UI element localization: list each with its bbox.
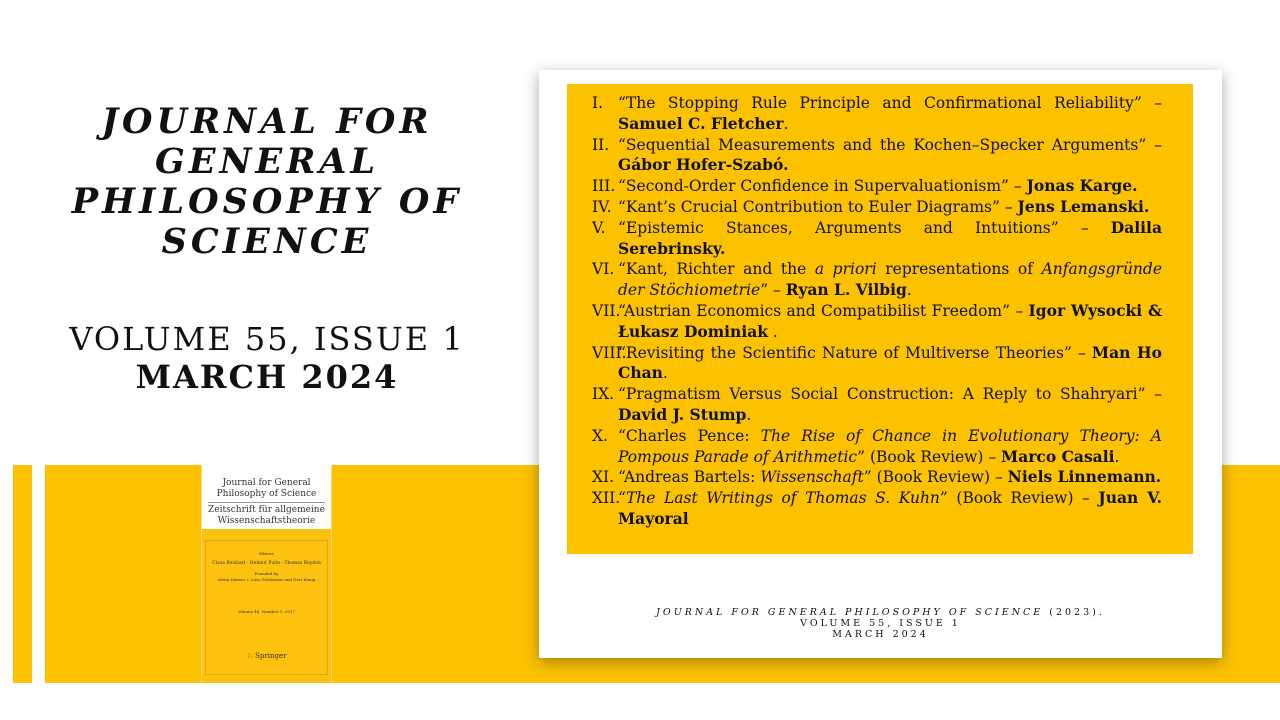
toc-item-number: V.: [592, 218, 606, 237]
footer-journal-line: [539, 607, 1222, 618]
toc-text-segment: ” (Book Review) –: [939, 489, 1099, 508]
cover-publisher-name: Springer: [255, 652, 287, 660]
toc-item-number: XII.: [592, 489, 621, 508]
toc-item-text: [618, 301, 1162, 343]
toc-text-segment: “Second-Order Confidence in Supervaluationism” –: [618, 177, 1027, 196]
toc-item-text: [618, 93, 1162, 135]
toc-item-number: II.: [592, 135, 610, 154]
cover-divider: [208, 502, 325, 503]
toc-text-segment: .: [783, 114, 789, 133]
toc-item-text: [618, 259, 1162, 301]
toc-item: [592, 384, 1162, 426]
contents-card: [539, 70, 1222, 658]
volume-issue: VOLUME 55, ISSUE 1: [69, 320, 465, 358]
toc-italic-title: a priori: [814, 260, 877, 279]
cover-name-en: Journal for General Philosophy of Science: [216, 478, 317, 499]
toc-item: [592, 301, 1162, 343]
toc-author: Igor Wysocki & Łukasz Dominiak: [618, 300, 1162, 341]
toc-item-number: VIII.: [592, 343, 627, 362]
cover-name-de: Zeitschrift für allgemeine Wissenschaftstheorie: [208, 505, 325, 526]
toc-item-number: X.: [592, 426, 608, 445]
table-of-contents: [567, 84, 1193, 554]
toc-text-segment: “Charles Pence:: [618, 426, 761, 445]
toc-text-segment: .: [1114, 447, 1120, 466]
toc-author: Juan V. Mayoral: [618, 488, 1163, 528]
toc-text-segment: .: [746, 405, 752, 424]
toc-item: [592, 176, 1162, 197]
toc-italic-title: Wissenschaft: [760, 468, 864, 487]
toc-text-segment: ” (Book Review) –: [857, 447, 1002, 466]
cover-editors: Claus Beisbart · Helmut Pulte · Thomas Reydon: [212, 561, 321, 566]
toc-item: [592, 259, 1162, 301]
toc-item-number: VI.: [592, 260, 615, 279]
toc-text-segment: ” (Book Review) –: [863, 468, 1008, 487]
toc-author: Jonas Karge.: [1026, 176, 1138, 196]
toc-item-text: [618, 384, 1162, 426]
toc-author: David J. Stump: [618, 404, 747, 424]
toc-italic-title: The Last Writings of Thomas S. Kuhn: [625, 489, 940, 508]
toc-text-segment: “Pragmatism Versus Social Construction: A Reply to Shahryari” –: [618, 385, 1162, 404]
toc-author: Man Ho Chan: [618, 342, 1162, 383]
toc-author: Marco Casali: [1001, 446, 1115, 466]
toc-italic-title: Anfangsgründe der Stöchiometrie: [618, 260, 1162, 300]
toc-text-segment: .: [662, 364, 668, 383]
toc-text-segment: “Sequential Measurements and the Kochen–Specker Arguments” –: [618, 135, 1162, 154]
cover-editors-label: Editors: [259, 551, 274, 556]
cover-founders: Alwin Diemer †, Lutz Geldsetzer and Gert König: [217, 577, 316, 582]
toc-item: [592, 218, 1162, 260]
toc-text-segment: “Kant, Richter and the: [618, 260, 815, 279]
journal-cover-image: [201, 465, 332, 683]
toc-item: [592, 197, 1162, 218]
toc-item-number: I.: [592, 94, 604, 112]
issue-info: [62, 320, 472, 396]
toc-item-text: [618, 467, 1162, 488]
toc-item-number: IX.: [592, 385, 615, 404]
cover-volume-line: Volume 48, Number 1, 2017: [237, 609, 296, 614]
toc-item: [592, 343, 1162, 385]
toc-text-segment: representations of: [876, 260, 1042, 279]
cover-frame: [205, 540, 328, 675]
toc-item-text: [618, 197, 1162, 218]
toc-author: Jens Lemanski.: [1017, 196, 1150, 216]
toc-item-text: [618, 218, 1162, 260]
toc-item-number: III.: [592, 177, 616, 196]
toc-text-segment: “The Stopping Rule Principle and Confirmational Reliability” –: [618, 94, 1162, 112]
toc-italic-title: The Rise of Chance in Evolutionary Theory: A Pompous Parade of Arithmetic: [618, 426, 1162, 466]
footer-volume-issue: VOLUME 55, ISSUE 1: [800, 618, 961, 629]
toc-text-segment: “Kant’s Crucial Contribution to Euler Diagrams” –: [618, 197, 1018, 216]
toc-item-text: [618, 426, 1162, 468]
toc-text-segment: “Austrian Economics and Compatibilist Freedom” –: [618, 301, 1029, 320]
toc-item-number: IV.: [592, 197, 612, 216]
journal-title: JOURNAL FOR GENERAL PHILOSOPHY OF SCIENCE: [71, 101, 463, 262]
toc-item-number: XI.: [592, 468, 615, 487]
footer-journal: JOURNAL FOR GENERAL PHILOSOPHY OF SCIENCE: [656, 607, 1044, 618]
toc-author: Dalila Serebrinsky.: [618, 217, 1162, 258]
toc-text-segment: “Epistemic Stances, Arguments and Intuitions” –: [618, 218, 1111, 237]
toc-author: Niels Linnemann.: [1007, 467, 1162, 487]
toc-author: Samuel C. Fletcher: [618, 113, 784, 133]
springer-horse-icon: ♘: [246, 652, 253, 660]
toc-item: [592, 93, 1162, 135]
toc-item-text: [618, 135, 1162, 177]
issue-date: MARCH 2024: [135, 358, 399, 396]
toc-item-number: VII.: [592, 301, 621, 320]
toc-item-text: [618, 488, 1162, 530]
toc-author: Ryan L. Vilbig: [785, 280, 907, 300]
footer-year: (2023).: [1043, 607, 1105, 618]
toc-item: [592, 426, 1162, 468]
toc-text-segment: “Revisiting the Scientific Nature of Multiverse Theories” –: [618, 343, 1092, 362]
toc-item-text: [618, 176, 1162, 197]
footer-date: MARCH 2024: [832, 629, 929, 640]
toc-item: [592, 135, 1162, 177]
accent-stripe: [13, 465, 32, 683]
toc-item: [592, 488, 1162, 530]
toc-author: Gábor Hofer-Szabó.: [618, 155, 789, 175]
cover-founded: [206, 571, 327, 583]
toc-text-segment: ” –: [760, 281, 786, 300]
cover-founded-label: Founded by: [254, 571, 279, 576]
cover-header: [202, 465, 331, 529]
toc-text-segment: .: [906, 281, 912, 300]
cover-publisher: [206, 652, 327, 660]
toc-item-text: [618, 343, 1162, 385]
toc-text-segment: “: [618, 489, 626, 508]
toc-item: [592, 467, 1162, 488]
card-footer: [539, 607, 1222, 640]
toc-text-segment: .: [768, 322, 778, 341]
toc-text-segment: “Andreas Bartels:: [618, 468, 761, 487]
